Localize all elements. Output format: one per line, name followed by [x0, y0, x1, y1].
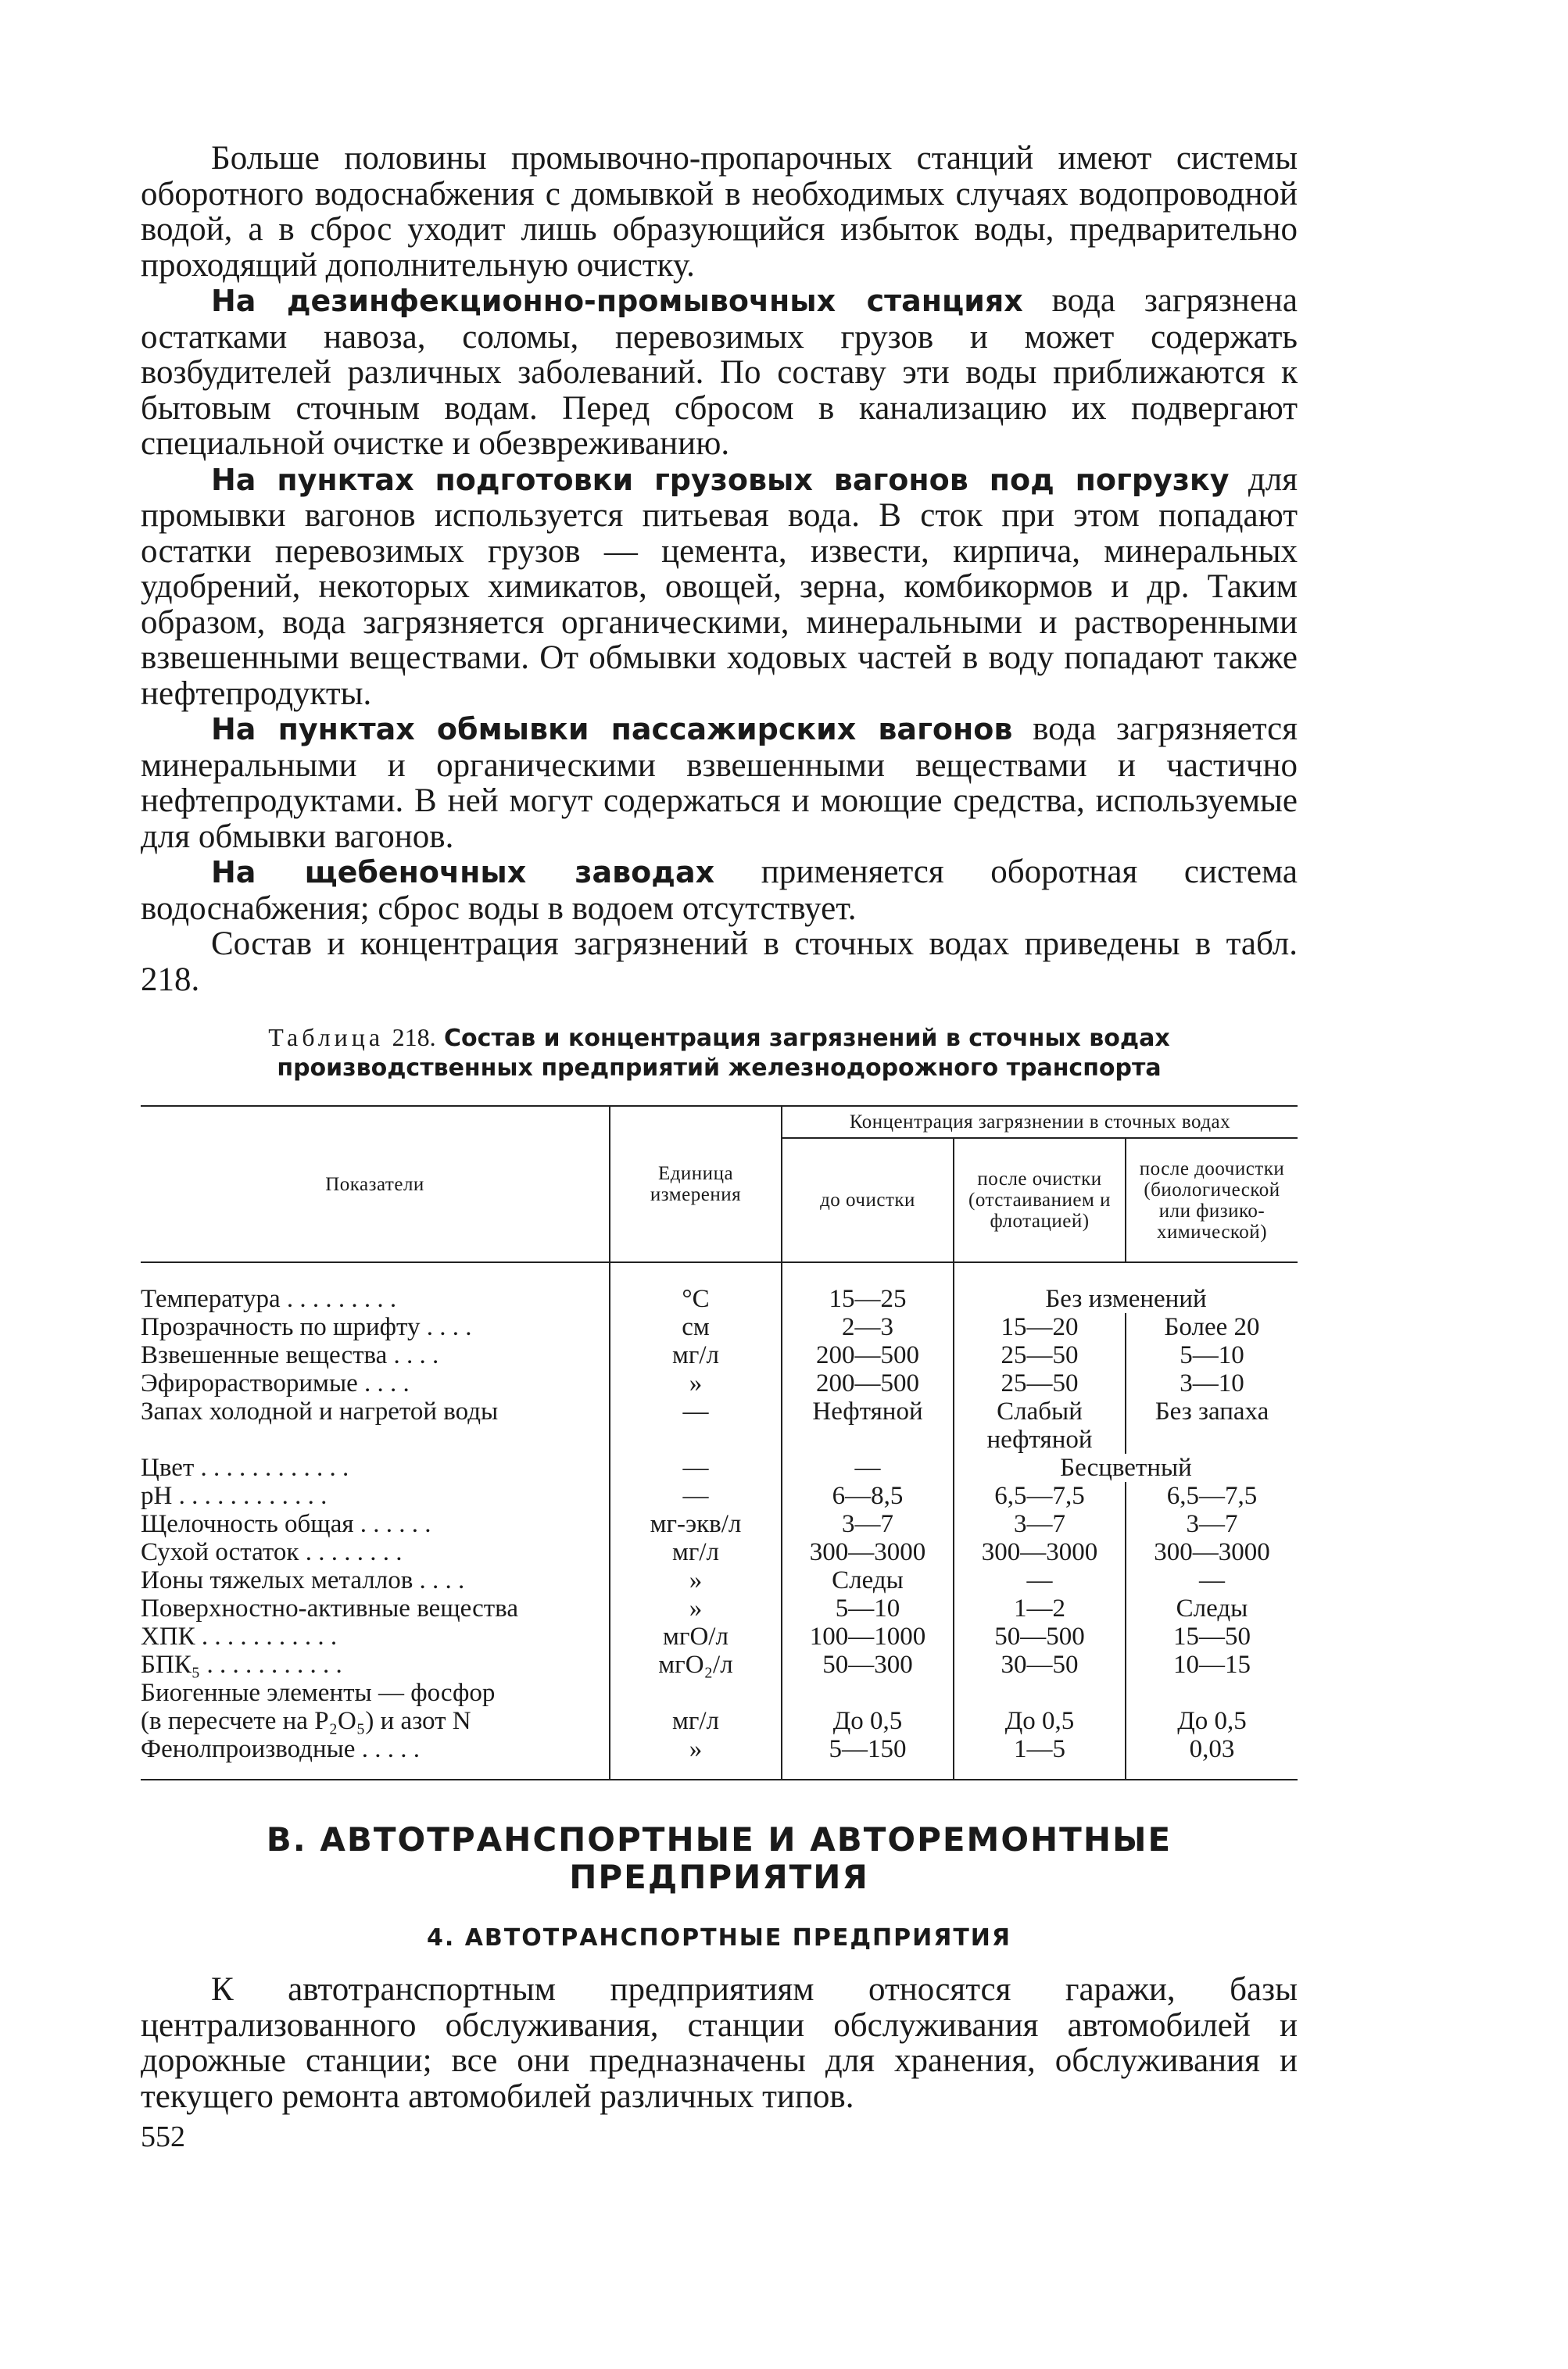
table-row — [141, 1735, 1298, 1780]
cell-before: Следы — [782, 1566, 954, 1594]
cell-unit: » — [610, 1735, 782, 1780]
cell-post: 15—50 — [1126, 1623, 1298, 1651]
table-row — [141, 1707, 1298, 1735]
cell-indicator: Запах холодной и нагретой воды — [141, 1397, 499, 1426]
cell-after: 1—2 — [954, 1594, 1126, 1623]
table-caption — [141, 1022, 1298, 1083]
cell-after: 6,5—7,5 — [954, 1482, 1126, 1510]
cell-post: Без запаха — [1126, 1397, 1298, 1454]
cell-after: Слабый нефтяной — [954, 1397, 1126, 1454]
cell-indicator: Ионы тяжелых металлов . . . . — [141, 1566, 465, 1594]
paragraph-lead: На пунктах подготовки грузовых вагонов под погрузку — [211, 462, 1230, 497]
cell-post: 10—15 — [1126, 1651, 1298, 1679]
cell-post: Следы — [1126, 1594, 1298, 1623]
caption-number: 218. — [392, 1023, 436, 1051]
cell-after: 25—50 — [954, 1341, 1126, 1369]
cell-before: — — [782, 1454, 954, 1482]
cell-unit — [610, 1679, 782, 1707]
table-row — [141, 1538, 1298, 1566]
cell-unit: — — [610, 1397, 782, 1454]
cell-indicator: Прозрачность по шрифту . . . . — [141, 1313, 472, 1341]
cell-after: 50—500 — [954, 1623, 1126, 1651]
section-title-line-1: В. АВТОТРАНСПОРТНЫЕ И АВТОРЕМОНТНЫЕ — [266, 1820, 1172, 1859]
cell-post: 6,5—7,5 — [1126, 1482, 1298, 1510]
header-concentration: Концентрация загрязнении в сточных водах — [782, 1106, 1298, 1138]
cell-indicator: Сухой остаток . . . . . . . . — [141, 1538, 403, 1566]
cell-before — [782, 1679, 954, 1707]
section-title — [141, 1821, 1298, 1896]
cell-unit: °С — [610, 1262, 782, 1313]
table-row — [141, 1679, 1298, 1707]
cell-after-merged: Без изменений — [954, 1262, 1298, 1313]
pollution-table — [141, 1105, 1298, 1780]
cell-unit: » — [610, 1369, 782, 1397]
cell-indicator: Поверхностно-активные вещества — [141, 1594, 518, 1623]
cell-post: 3—10 — [1126, 1369, 1298, 1397]
cell-indicator: Эфирорастворимые . . . . — [141, 1369, 410, 1397]
cell-indicator: Цвет . . . . . . . . . . . . — [141, 1454, 349, 1482]
cell-after: 30—50 — [954, 1651, 1126, 1679]
table-row — [141, 1262, 1298, 1313]
cell-post: 3—7 — [1126, 1510, 1298, 1538]
cell-before: 200—500 — [782, 1369, 954, 1397]
cell-before: Нефтяной — [782, 1397, 954, 1454]
cell-indicator: Фенолпроизводные . . . . . — [141, 1735, 610, 1780]
cell-post: 0,03 — [1126, 1735, 1298, 1780]
paragraph-5: На щебеночных заводах применяется оборотная система водоснабжения; сброс воды в водоем отсутствует. — [141, 853, 1298, 927]
cell-before: 2—3 — [782, 1313, 954, 1341]
paragraph-lead: На щебеночных заводах — [211, 855, 715, 889]
cell-before: 300—3000 — [782, 1538, 954, 1566]
cell-unit: мг/л — [610, 1707, 782, 1735]
caption-label: Таблица — [268, 1023, 385, 1051]
cell-post: Более 20 — [1126, 1313, 1298, 1341]
cell-before: 3—7 — [782, 1510, 954, 1538]
header-post: после доочистки (биологической или физико-химической) — [1126, 1138, 1298, 1262]
cell-unit: — — [610, 1482, 782, 1510]
table-row — [141, 1623, 1298, 1651]
cell-post: 5—10 — [1126, 1341, 1298, 1369]
cell-indicator: ХПК . . . . . . . . . . . — [141, 1623, 338, 1651]
cell-before: 200—500 — [782, 1341, 954, 1369]
cell-before: 5—150 — [782, 1735, 954, 1780]
cell-unit: мгО/л — [610, 1623, 782, 1651]
cell-post: 300—3000 — [1126, 1538, 1298, 1566]
page — [141, 141, 1298, 2114]
cell-unit: мгО₂/л — [610, 1651, 782, 1679]
cell-unit: см — [610, 1313, 782, 1341]
cell-indicator: pH . . . . . . . . . . . . — [141, 1482, 328, 1510]
paragraph-lead: На пунктах обмывки пассажирских вагонов — [211, 712, 1013, 746]
cell-indicator: Щелочность общая . . . . . . — [141, 1510, 431, 1538]
cell-after: — — [954, 1566, 1126, 1594]
header-indicators: Показатели — [141, 1106, 610, 1262]
intro-text — [141, 141, 1298, 997]
caption-line-2: производственных предприятий железнодорожного транспорта — [277, 1054, 1162, 1082]
table-row — [141, 1454, 1298, 1482]
paragraph-1: Больше половины промывочно-пропарочных станций имеют системы оборотного водоснабжения с домывкой в необходимых случаях водопроводной водой, а в сброс уходит лишь образующийся избыток воды, предварительно проходящий дополнительную очистку. — [141, 140, 1298, 284]
header-after: после очистки (отстаиванием и флотацией) — [954, 1138, 1126, 1262]
table-row — [141, 1510, 1298, 1538]
paragraph-bottom: К автотранспортным предприятиям относятся гаражи, базы централизованного обслуживания, станции обслуживания автомобилей и дорожные станции; все они предназначены для хранения, обслуживания и текущего ремонта автомобилей различных типов. — [141, 1971, 1298, 2115]
cell-post — [1126, 1679, 1298, 1707]
cell-unit: » — [610, 1566, 782, 1594]
section-title-line-2: ПРЕДПРИЯТИЯ — [569, 1858, 869, 1896]
cell-before: 15—25 — [782, 1262, 954, 1313]
header-before: до очистки — [782, 1138, 954, 1262]
table-row — [141, 1397, 1298, 1454]
cell-after: 1—5 — [954, 1735, 1126, 1780]
table-row — [141, 1594, 1298, 1623]
header-unit: Единица измерения — [610, 1106, 782, 1262]
cell-before: 100—1000 — [782, 1623, 954, 1651]
cell-unit: — — [610, 1454, 782, 1482]
cell-after — [954, 1679, 1126, 1707]
cell-indicator: Биогенные элементы — фосфор — [141, 1679, 496, 1707]
cell-indicator: (в пересчете на P₂O₅) и азот N — [141, 1707, 471, 1735]
cell-after: 300—3000 — [954, 1538, 1126, 1566]
table-row — [141, 1369, 1298, 1397]
cell-before: 50—300 — [782, 1651, 954, 1679]
cell-unit: мг-экв/л — [610, 1510, 782, 1538]
subsection-title: 4. АВТОТРАНСПОРТНЫЕ ПРЕДПРИЯТИЯ — [426, 1924, 1012, 1952]
cell-indicator: Взвешенные вещества . . . . — [141, 1341, 439, 1369]
paragraph-3: На пунктах подготовки грузовых вагонов под погрузку для промывки вагонов используется питьевая вода. В сток при этом попадают остатки перевозимых грузов — цемента, извести, кирпича, минеральных удобрений, некоторых химикатов, овощей, зерна, комбикормов и др. Таким образом, вода загрязняется органическими, минеральными и растворенными взвешенными веществами. От обмывки ходовых частей в воду попадают также нефтепродукты. — [141, 460, 1298, 712]
paragraph-6: Состав и концентрация загрязнений в сточных водах приведены в табл. 218. — [141, 925, 1298, 998]
paragraph-lead: На дезинфекционно-промывочных станциях — [211, 284, 1023, 318]
cell-after: 3—7 — [954, 1510, 1126, 1538]
table-row — [141, 1482, 1298, 1510]
paragraph-4: На пунктах обмывки пассажирских вагонов вода загрязняется минеральными и органическими взвешенными веществами и частично нефтепродуктами. В ней могут содержаться и моющие средства, используемые для обмывки вагонов. — [141, 710, 1298, 855]
cell-after: 15—20 — [954, 1313, 1126, 1341]
cell-after-merged: Бесцветный — [954, 1454, 1298, 1482]
cell-unit: мг/л — [610, 1341, 782, 1369]
cell-post: — — [1126, 1566, 1298, 1594]
table-row — [141, 1566, 1298, 1594]
cell-before: 5—10 — [782, 1594, 954, 1623]
paragraph-2: На дезинфекционно-промывочных станциях вода загрязнена остатками навоза, соломы, перевозимых грузов и может содержать возбудителей различных заболеваний. По составу эти воды приближаются к бытовым сточным водам. Перед сбросом в канализацию их подвергают специальной очистке и обезвреживанию. — [141, 282, 1298, 462]
table-row — [141, 1313, 1298, 1341]
cell-before: 6—8,5 — [782, 1482, 954, 1510]
cell-indicator: Температура . . . . . . . . . — [141, 1285, 397, 1313]
cell-indicator: БПК₅ . . . . . . . . . . . — [141, 1651, 342, 1679]
cell-after: До 0,5 — [954, 1707, 1126, 1735]
page-number: 552 — [141, 2120, 185, 2153]
cell-unit: мг/л — [610, 1538, 782, 1566]
cell-unit: » — [610, 1594, 782, 1623]
cell-after: 25—50 — [954, 1369, 1126, 1397]
table-row — [141, 1651, 1298, 1679]
cell-post: До 0,5 — [1126, 1707, 1298, 1735]
cell-before: До 0,5 — [782, 1707, 954, 1735]
caption-line-1: Состав и концентрация загрязнений в сточных водах — [444, 1025, 1170, 1052]
table-row — [141, 1341, 1298, 1369]
